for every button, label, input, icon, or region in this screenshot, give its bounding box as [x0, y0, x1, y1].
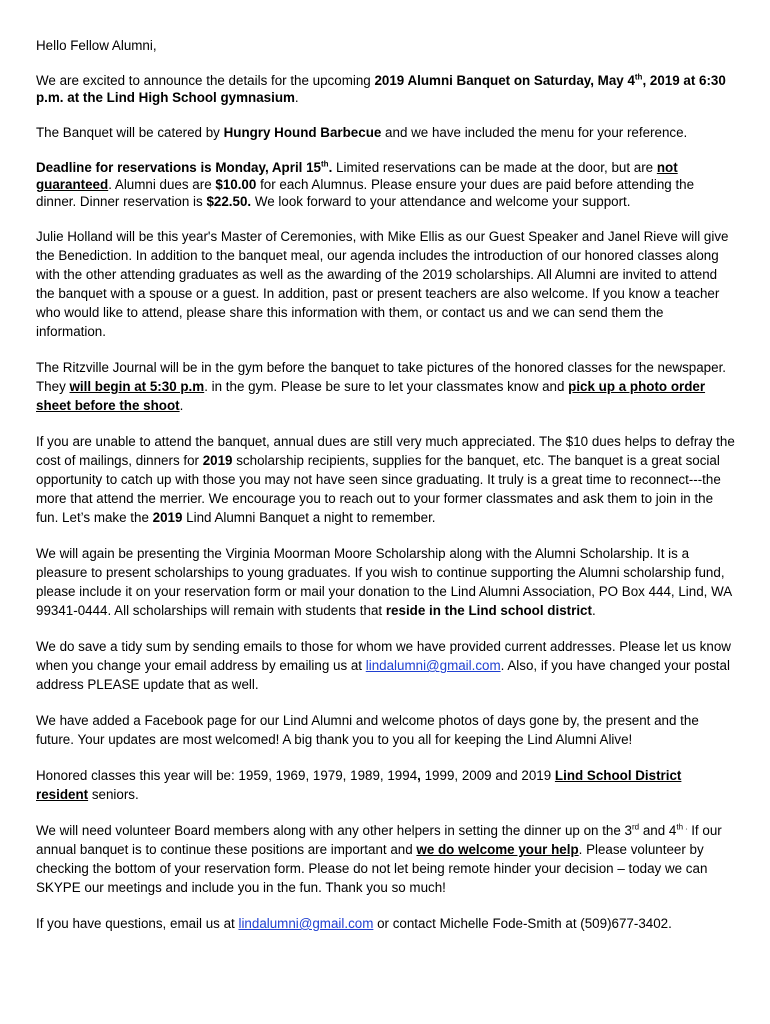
contact-paragraph: If you have questions, email us at lindalumni@gmail.com or contact Michelle Fode-Smith at (509)677-3402. — [36, 916, 672, 931]
agenda-paragraph: Julie Holland will be this year's Master of Ceremonies, with Mike Ellis as our Guest Speaker and Janel Rieve will give the Benediction. In addition to the banquet meal, our agenda includes the introduction of our honored classes along with the other attending graduates as well as the awarding of the 2019 scholarships. All Alumni are invited to attend the banquet with a spouse or a guest. In addition, past or present teachers are also welcome. If you know a teacher who would like to attend, please share this information with them, or contact us and we can send them the information. — [36, 229, 729, 339]
scholarship-paragraph: We will again be presenting the Virginia Moorman Moore Scholarship along with the Alumni Scholarship. It is a pleasure to present scholarships to young graduates. If you wish to continue supporting the Alumni scholarship fund, please include it on your reservation form or mail your donation to the Lind Alumni Association, PO Box 444, Lind, WA 99341-0444. All scholarships will remain with students that reside in the Lind school district. — [36, 546, 732, 618]
volunteer-paragraph: We will need volunteer Board members along with any other helpers in setting the dinner up on the 3rd and $4^{th .}$ If our annual banquet is to continue these positions are important and we do welcome your help. Please volunteer by checking the bottom of your reservation form. Please do not let being remote hinder your decision – today we can SKYPE our meetings and include you in the fun. Thank you so much! — [36, 822, 722, 895]
contact-email-link[interactable]: lindalumni@gmail.com — [238, 916, 374, 931]
caterer-paragraph: The Banquet will be catered by Hungry Hound Barbecue and we have included the menu for your reference. — [36, 125, 688, 140]
facebook-paragraph: We have added a Facebook page for our Lind Alumni and welcome photos of days gone by, the present and the future. Your updates are most welcomed! A big thank you to you all for keeping the Lind Alumni Alive! — [36, 713, 699, 747]
dues-paragraph: If you are unable to attend the banquet, annual dues are still very much appreciated. The $10 dues helps to defray the cost of mailings, dinners for 2019 scholarship recipients, supplies for the banquet, etc. The banquet is a great social opportunity to catch up with those you may not have seen since graduating. It truly is a great time to reconnect---the more that attend the merrier. We encourage you to reach out to your former classmates and ask them to join in the fun. Let’s make the 2019 Lind Alumni Banquet a night to remember. — [36, 434, 735, 525]
announcement-paragraph: We are excited to announce the details for the upcoming 2019 Alumni Banquet on Saturday, May 4th, 2019 at 6:30 p.m. at the Lind High School gymnasium. — [36, 72, 726, 105]
deadline-paragraph: Deadline for reservations is Monday, April 15th. Limited reservations can be made at the door, but are not guaranteed. Alumni dues are $10.00 for each Alumnus. Please ensure your dues are paid before attending the dinner. Dinner reservation is $22.50. We look forward to your attendance and welcome your support. — [36, 159, 695, 209]
letter-body — [36, 36, 736, 950]
greeting: Hello Fellow Alumni, — [36, 38, 157, 53]
photo-paragraph: The Ritzville Journal will be in the gym before the banquet to take pictures of the honored classes for the newspaper. They will begin at 5:30 p.m. in the gym. Please be sure to let your classmates know and pick up a photo order sheet before the shoot. — [36, 360, 727, 413]
email-link[interactable]: lindalumni@gmail.com — [365, 658, 501, 673]
honored-classes-paragraph: Honored classes this year will be: 1959, 1969, 1979, 1989, 1994, 1999, 2009 and 2019 Lind School District resident seniors. — [36, 768, 682, 802]
email-paragraph: We do save a tidy sum by sending emails to those for whom we have provided current addresses. Please let us know when you change your email address by emailing us at lindalumni@gmail.com. Also, if you have changed your postal address PLEASE update that as well. — [36, 639, 731, 692]
caterer-name: Hungry Hound Barbecue — [223, 125, 382, 140]
